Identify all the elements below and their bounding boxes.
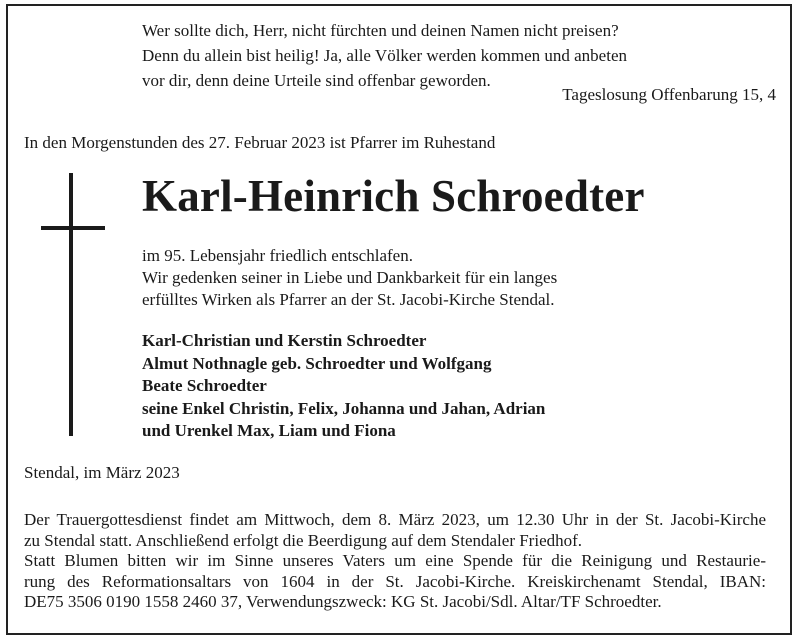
deceased-name: Karl-Heinrich Schroedter	[142, 171, 645, 221]
service-line: Der Trauergottesdienst findet am Mittwoch, dem 8. März 2023, um 12.30 Uhr in der St. Jacobi-Kirche	[24, 510, 766, 529]
mourner-line: und Urenkel Max, Liam und Fiona	[142, 421, 396, 440]
intro-line: In den Morgenstunden des 27. Februar 2023 ist Pfarrer im Ruhestand	[24, 133, 496, 152]
service-line: Statt Blumen bitten wir im Sinne unseres Vaters um eine Spende für die Reinigung und Restaurie-	[24, 551, 766, 570]
service-info	[24, 510, 766, 613]
mourner-line: Beate Schroedter	[142, 376, 267, 395]
obituary-line: Wir gedenken seiner in Liebe und Dankbarkeit für ein langes	[142, 268, 558, 287]
mourner-line: Karl-Christian und Kerstin Schroedter	[142, 331, 427, 350]
service-line: zu Stendal statt. Anschließend erfolgt die Beerdigung auf dem Stendaler Friedhof.	[24, 530, 583, 550]
service-line: DE75 3506 0190 1558 2460 37, Verwendungszweck: KG St. Jacobi/Sdl. Altar/TF Schroedter.	[24, 592, 662, 611]
mourners-list	[142, 330, 545, 443]
obituary-text	[142, 245, 557, 311]
cross-icon	[69, 173, 73, 436]
verse-line: Denn du allein bist heilig! Ja, alle Völker werden kommen und anbeten	[142, 46, 627, 65]
mourner-line: seine Enkel Christin, Felix, Johanna und Jahan, Adrian	[142, 398, 546, 418]
service-line: rung des Reformationsaltars von 1604 in der St. Jacobi-Kirche. Kreiskirchenamt Stendal, IBAN:	[24, 571, 766, 591]
place-date: Stendal, im März 2023	[24, 463, 180, 482]
verse-reference: Tageslosung Offenbarung 15, 4	[562, 85, 776, 104]
verse-line: Wer sollte dich, Herr, nicht fürchten und deinen Namen nicht preisen?	[142, 21, 619, 40]
verse-line: vor dir, denn deine Urteile sind offenbar geworden.	[142, 71, 491, 90]
bible-verse	[142, 18, 627, 93]
obituary-line: im 95. Lebensjahr friedlich entschlafen.	[142, 246, 413, 265]
obituary-line: erfülltes Wirken als Pfarrer an der St. Jacobi-Kirche Stendal.	[142, 290, 555, 309]
cross-icon-bar	[41, 226, 105, 230]
mourner-line: Almut Nothnagle geb. Schroedter und Wolfgang	[142, 353, 492, 373]
